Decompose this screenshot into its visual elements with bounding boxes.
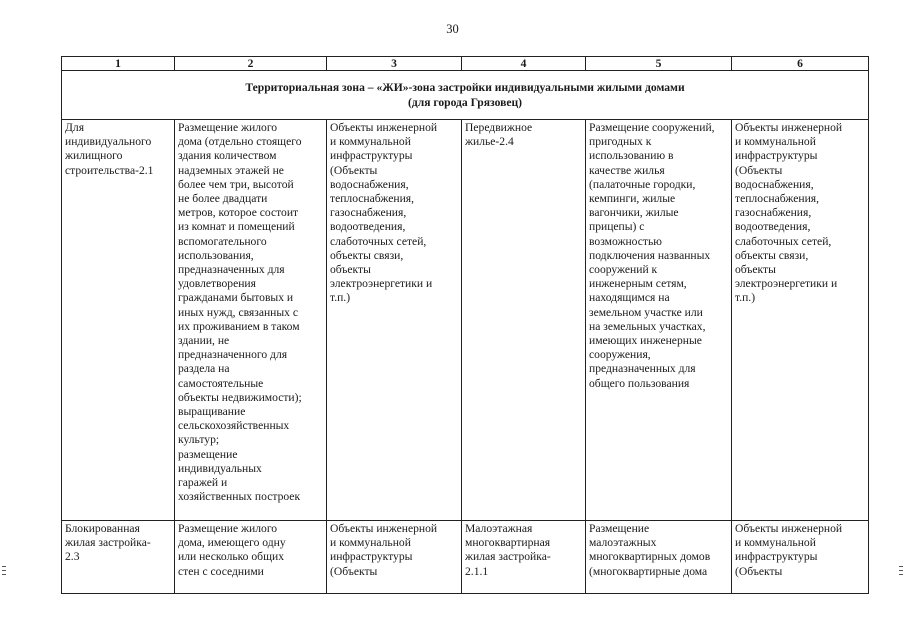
- table-cell: Объекты инженерной и коммунальной инфраструктуры (Объекты водоснабжения, теплоснабжения, газоснабжения, водоотведения, слаботочных сетей, объекты связи, объекты электроэнергетики и т.п.): [732, 120, 869, 521]
- table-cell: Объекты инженерной и коммунальной инфраструктуры (Объекты водоснабжения, теплоснабжения, газоснабжения, водоотведения, слаботочных сетей, объекты связи, объекты электроэнергетики и т.п.): [327, 120, 462, 521]
- column-number: 1: [62, 57, 175, 71]
- table-cell: Размещение сооружений, пригодных к использованию в качестве жилья (палаточные городки, кемпинги, жилые вагончики, жилые прицепы) с возможностью подключения названных сооружений к инженерным сетям, находящимся на земельном участке или на земельных участках, имеющих инженерные сооружения, предназначенных для общего пользования: [586, 120, 732, 521]
- column-number: 2: [175, 57, 327, 71]
- table-cell: Размещение жилого дома (отдельно стоящего здания количеством надземных этажей не более чем три, высотой не более двадцати метров, которое состоит из комнат и помещений вспомогательного использования, предназначенных для удовлетворения гражданами бытовых и иных нужд, связанных с их проживанием в таком здании, не предназначенного для раздела на самостоятельные объекты недвижимости); выращивание сельскохозяйственных культур; размещение индивидуальных гаражей и хозяйственных построек: [175, 120, 327, 521]
- zone-title-line: Территориальная зона – «ЖИ»-зона застройки индивидуальными жилыми домами: [245, 81, 685, 94]
- table-cell: Объекты инженерной и коммунальной инфраструктуры (Объекты: [732, 521, 869, 594]
- column-number: 4: [462, 57, 586, 71]
- table-row: [62, 120, 869, 521]
- zone-title: [62, 71, 869, 120]
- table-cell: Размещение жилого дома, имеющего одну или несколько общих стен с соседними: [175, 521, 327, 594]
- zone-subtitle-line: (для города Грязовец): [407, 96, 523, 109]
- table-cell: Блокированная жилая застройка- 2.3: [62, 521, 175, 594]
- table-cell: Размещение малоэтажных многоквартирных домов (многоквартирные дома: [586, 521, 732, 594]
- scan-edge-marks-right: [899, 566, 903, 578]
- table-cell: Передвижное жилье-2.4: [462, 120, 586, 521]
- table-cell: Объекты инженерной и коммунальной инфраструктуры (Объекты: [327, 521, 462, 594]
- table-cell: Малоэтажная многоквартирная жилая застройка- 2.1.1: [462, 521, 586, 594]
- page-number: 30: [446, 22, 459, 36]
- zoning-table: [61, 56, 869, 594]
- column-number-row: [62, 57, 869, 71]
- table-row: [62, 521, 869, 594]
- zone-title-row: [62, 71, 869, 120]
- table-cell: Для индивидуального жилищного строительства-2.1: [62, 120, 175, 521]
- column-number: 3: [327, 57, 462, 71]
- column-number: 6: [732, 57, 869, 71]
- column-number: 5: [586, 57, 732, 71]
- scan-edge-marks-left: [2, 566, 6, 578]
